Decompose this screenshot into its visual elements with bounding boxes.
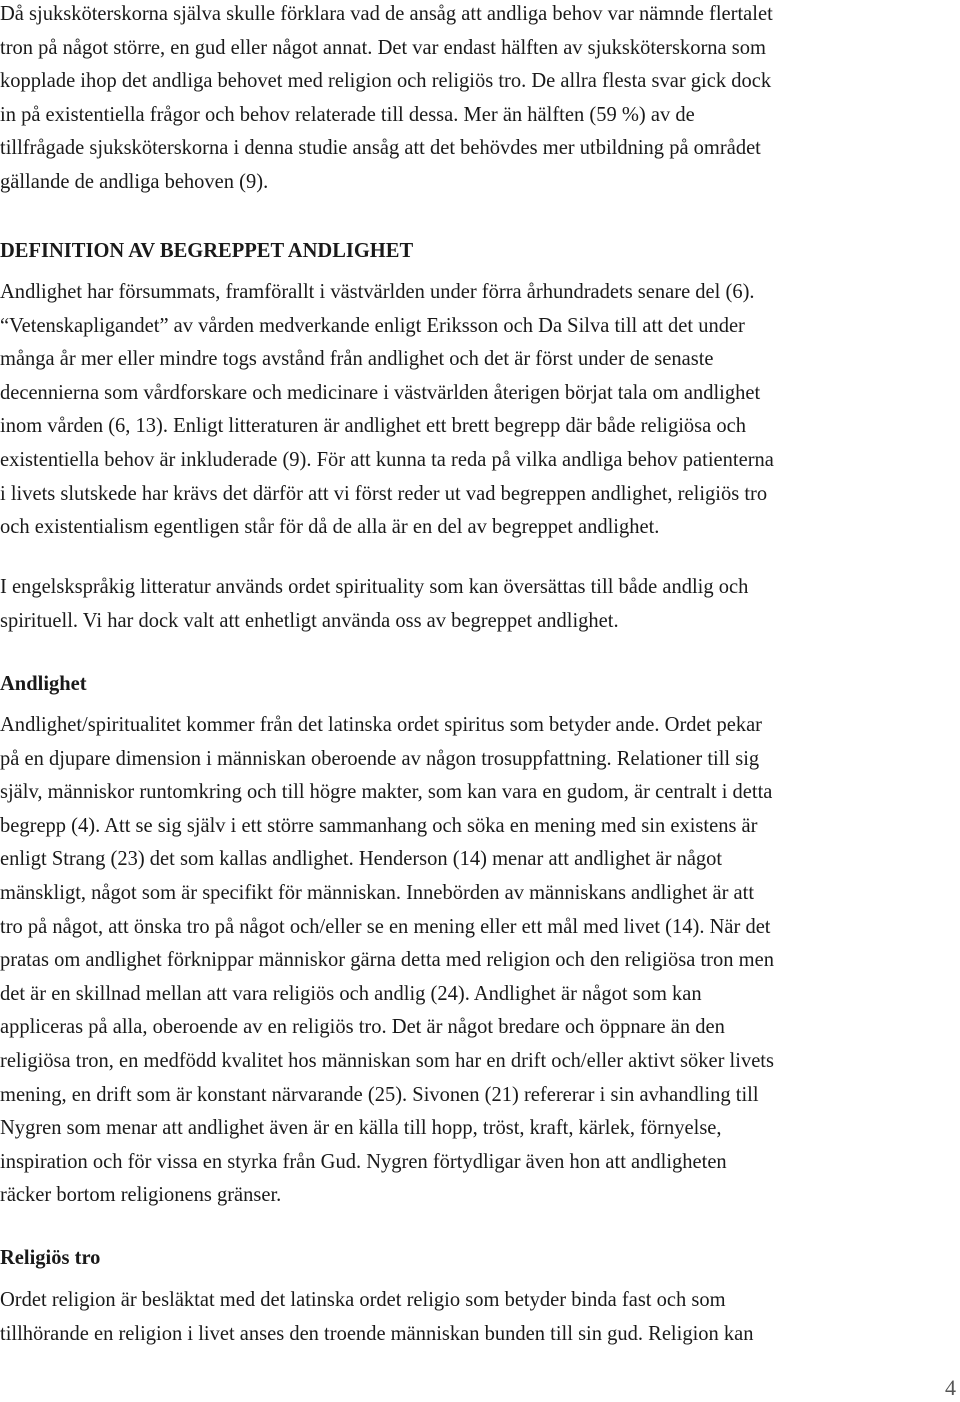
text-line: enligt Strang (23) det som kallas andlighet. Henderson (14) menar att andlighet är något bbox=[0, 848, 723, 871]
section-heading-definition: DEFINITION AV BEGREPPET ANDLIGHET bbox=[0, 240, 414, 262]
paragraph-religios-tro bbox=[0, 1284, 960, 1351]
text-line: Andlighet/spiritualitet kommer från det latinska ordet spiritus som betyder ande. Ordet pekar bbox=[0, 714, 763, 736]
paragraph-andlighet bbox=[0, 709, 960, 1213]
paragraph-nursing-study bbox=[0, 0, 960, 200]
text-line: “Vetenskapligandet” av vården medverkande enligt Eriksson och Da Silva till att det under bbox=[0, 314, 745, 337]
text-line: mänskligt, något som är specifikt för människan. Innebörden av människans andlighet är att bbox=[0, 881, 755, 904]
text-line: mening, en drift som är konstant närvarande (25). Sivonen (21) refererar i sin avhandling till bbox=[0, 1083, 759, 1106]
text-line: tro på något, att önska tro på något och/eller se en mening eller ett mål med livet (14). När det bbox=[0, 915, 771, 938]
text-line: det är en skillnad mellan att vara religiös och andlig (24). Andlighet är något som kan bbox=[0, 982, 702, 1005]
text-line: spirituell. Vi har dock valt att enhetligt använda oss av begreppet andlighet. bbox=[0, 609, 619, 632]
text-line: många år mer eller mindre togs avstånd från andlighet och det är först under de senaste bbox=[0, 348, 714, 371]
text-line: gällande de andliga behoven (9). bbox=[0, 170, 269, 193]
text-line: själv, människor runtomkring och till högre makter, som kan vara en gudom, är centralt i detta bbox=[0, 781, 773, 804]
paragraph-definition bbox=[0, 276, 960, 545]
text-line: Då sjuksköterskorna själva skulle förklara vad de ansåg att andliga behov var nämnde flertalet bbox=[0, 3, 773, 25]
text-line: Andlighet har försummats, framförallt i västvärlden under förra århundradets senare del (6). bbox=[0, 281, 755, 303]
text-line: begrepp (4). Att se sig själv i ett större sammanhang och söka en mening med sin existens är bbox=[0, 814, 758, 837]
text-line: tillfrågade sjuksköterskorna i denna studie ansåg att det behövdes mer utbildning på området bbox=[0, 137, 761, 160]
text-line: in på existentiella frågor och behov relaterade till dessa. Mer än hälften (59 %) av de bbox=[0, 103, 695, 126]
text-line: decennierna som vårdforskare och medicinare i västvärlden återigen börjat tala om andlighet bbox=[0, 381, 761, 404]
text-line: appliceras på alla, oberoende av en religiös tro. Det är något bredare och öppnare än den bbox=[0, 1016, 725, 1039]
paragraph-spirituality-term bbox=[0, 571, 960, 638]
text-line: I engelskspråkig litteratur används ordet spirituality som kan översättas till både andlig och bbox=[0, 576, 749, 598]
text-line: inspiration och för vissa en styrka från Gud. Nygren förtydligar även hon att andligheten bbox=[0, 1150, 727, 1173]
text-line: i livets slutskede har krävs det därför att vi först reder ut vad begreppen andlighet, religiös tro bbox=[0, 482, 768, 505]
page-number: 4 bbox=[945, 1375, 956, 1400]
subheading-religios-tro: Religiös tro bbox=[0, 1247, 101, 1269]
text-line: kopplade ihop det andliga behovet med religion och religiös tro. De allra flesta svar gick dock bbox=[0, 70, 772, 93]
text-line: Ordet religion är besläktat med det latinska ordet religio som betyder binda fast och som bbox=[0, 1289, 726, 1311]
text-line: tron på något större, en gud eller något annat. Det var endast hälften av sjuksköterskorna som bbox=[0, 36, 766, 59]
text-line: inom vården (6, 13). Enligt litteraturen är andlighet ett brett begrepp där både religiösa och bbox=[0, 415, 747, 438]
text-line: på en djupare dimension i människan oberoende av någon trosuppfattning. Relationer till sig bbox=[0, 747, 760, 770]
text-line: räcker bortom religionens gränser. bbox=[0, 1184, 282, 1207]
subheading-andlighet: Andlighet bbox=[0, 673, 87, 695]
text-line: tillhörande en religion i livet anses den troende människan bunden till sin gud. Religion kan bbox=[0, 1322, 754, 1345]
text-line: religiösa tron, en medfödd kvalitet hos människan som har en drift och/eller aktivt söker livets bbox=[0, 1049, 774, 1072]
text-line: pratas om andlighet förknippar människor gärna detta med religion och den religiösa tron men bbox=[0, 949, 774, 972]
text-line: existentiella behov är inkluderade (9). För att kunna ta reda på vilka andliga behov patienterna bbox=[0, 448, 774, 471]
text-line: Nygren som menar att andlighet även är en källa till hopp, tröst, kraft, kärlek, förnyelse, bbox=[0, 1117, 722, 1140]
text-line: och existentialism egentligen står för då de alla är en del av begreppet andlighet. bbox=[0, 516, 660, 539]
